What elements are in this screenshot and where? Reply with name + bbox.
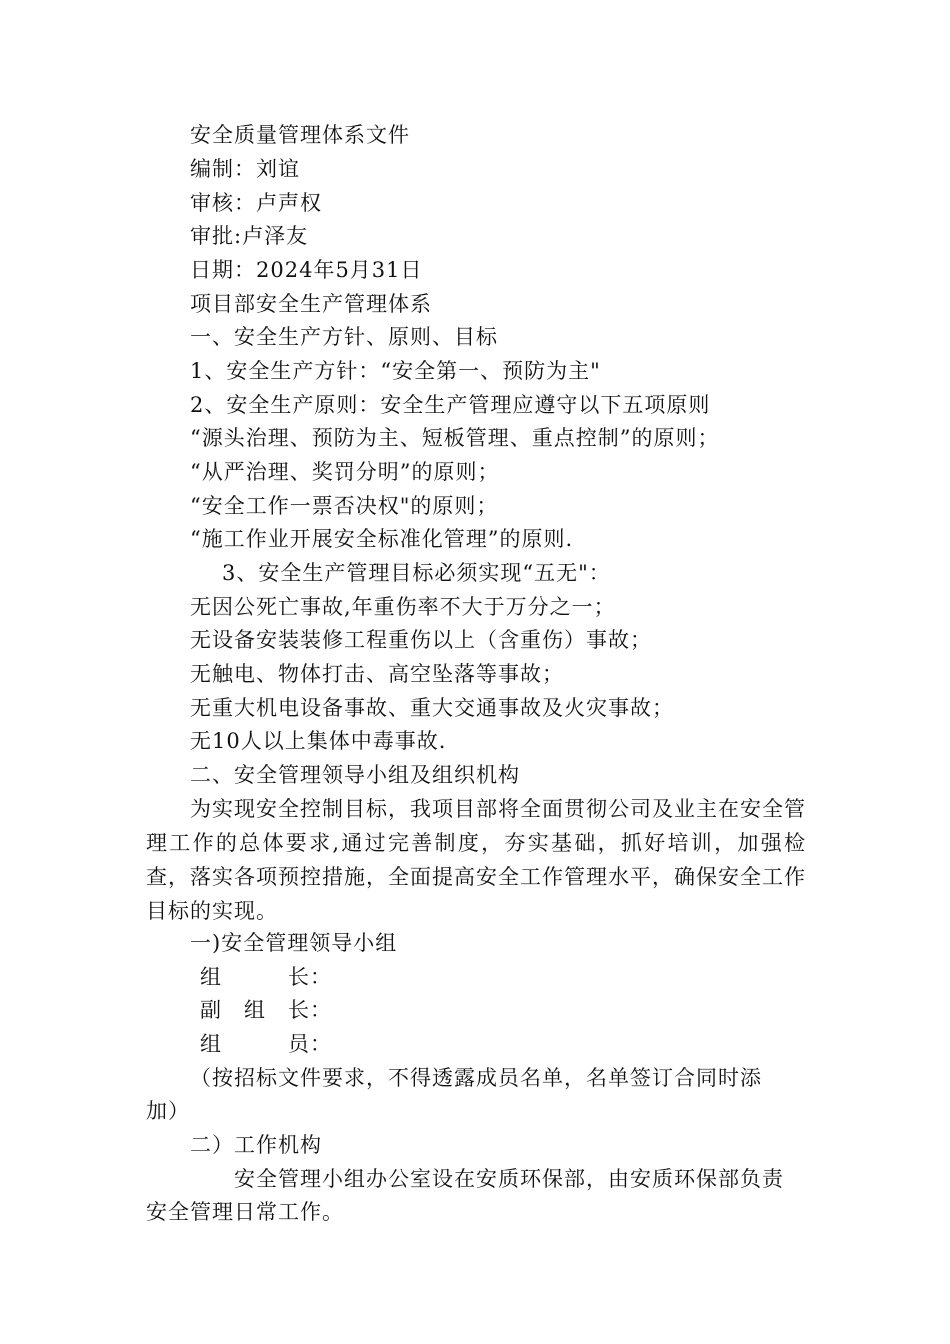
principle-line: “从严治理、奖罚分明”的原则； (190, 460, 500, 484)
policy-item: 1、安全生产方针：“安全第一、预防为主" (190, 359, 601, 383)
deputy-leader-label: 副 组 长： (200, 998, 332, 1022)
reviewer-line: 审核：卢声权 (190, 191, 322, 215)
subsection-2-heading: 二）工作机构 (190, 1133, 322, 1157)
note-line: （按招标文件要求，不得透露成员名单，名单签订合同时添 (190, 1066, 762, 1090)
office-line: 安全管理日常工作。 (146, 1200, 344, 1224)
goals-item: 3、安全生产管理目标必须实现“五无"： (222, 561, 611, 585)
principle-line: “源头治理、预防为主、短板管理、重点控制”的原则； (190, 426, 720, 450)
section-2-paragraph: 为实现安全控制目标，我项目部将全面贯彻公司及业主在安全管理工作的总体要求,通过完善制度，夯实基础，抓好培训，加强检查，落实各项预控措施，全面提高安全工作管理水平，确保安全工作目标的实现。 (146, 797, 806, 923)
goal-line: 无10人以上集体中毒事故. (190, 729, 447, 753)
document-title: 安全质量管理体系文件 (190, 123, 410, 147)
system-title: 项目部安全生产管理体系 (190, 292, 432, 316)
compiler-line: 编制：刘谊 (190, 157, 300, 181)
principle-line: “施工作业开展安全标准化管理”的原则. (190, 527, 574, 551)
goal-line: 无因公死亡事故,年重伤率不大于万分之一； (190, 595, 616, 619)
principle-line: “安全工作一票否决权"的原则； (190, 494, 499, 518)
goal-line: 无设备安装装修工程重伤以上（含重伤）事故； (190, 628, 652, 652)
date-line: 日期：2024年5月31日 (190, 258, 423, 282)
leader-label: 组 长： (200, 965, 332, 989)
member-label: 组 员： (200, 1032, 332, 1056)
section-2-heading: 二、安全管理领导小组及组织机构 (190, 763, 520, 787)
note-line: 加） (146, 1099, 190, 1123)
goal-line: 无触电、物体打击、高空坠落等事故； (190, 662, 564, 686)
principles-item: 2、安全生产原则：安全生产管理应遵守以下五项原则 (190, 393, 711, 417)
office-line: 安全管理小组办公室设在安质环保部，由安质环保部负责 (234, 1167, 784, 1191)
section-1-heading: 一、安全生产方针、原则、目标 (190, 325, 498, 349)
goal-line: 无重大机电设备事故、重大交通事故及火灾事故； (190, 696, 674, 720)
subsection-1-heading: 一)安全管理领导小组 (190, 931, 398, 955)
approver-line: 审批:卢泽友 (190, 224, 309, 248)
